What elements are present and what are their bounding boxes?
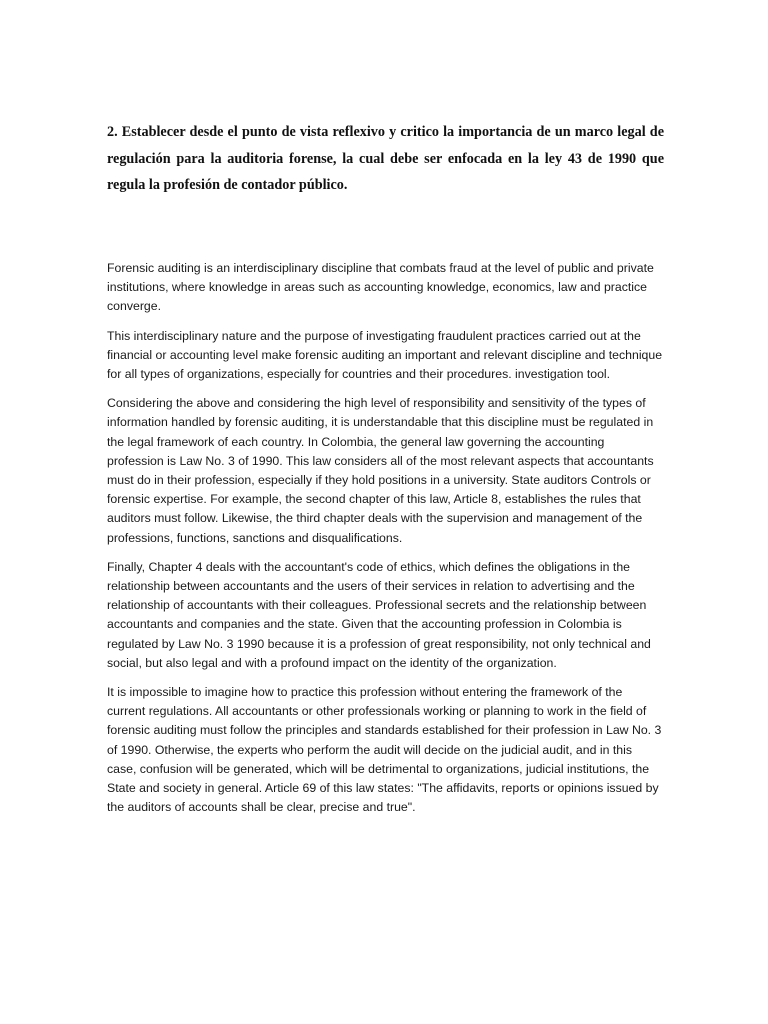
paragraph-5: It is impossible to imagine how to practice this profession without entering the framework of the current regulations. All accountants or other professionals working or planning to work in the field of forensic auditing must follow the principles and standards established for their profession in Law No. 3 of 1990. Otherwise, the experts who perform the audit will decide on the judicial audit, and in this case, confusion will be generated, which will be detrimental to organizations, judicial institutions, the State and society in general. Article 69 of this law states: "The affidavits, reports or opinions issued by the auditors of accounts shall be clear, precise and true". <box>107 685 662 815</box>
question-heading: 2. Establecer desde el punto de vista reflexivo y critico la importancia de un marco legal de regulación para la auditoria forense, la cual debe ser enfocada en la ley 43 de 1990 que regula la profesión de contador público. <box>107 124 664 193</box>
paragraph-2: This interdisciplinary nature and the purpose of investigating fraudulent practices carried out at the financial or accounting level make forensic auditing an important and relevant discipline and technique for all types of organizations, especially for countries and their procedures. investigation tool. <box>107 328 663 382</box>
paragraph-1: Forensic auditing is an interdisciplinary discipline that combats fraud at the level of public and private institutions, where knowledge in areas such as accounting knowledge, economics, law and practice converge. <box>107 261 654 314</box>
paragraph-4: Finally, Chapter 4 deals with the accountant's code of ethics, which defines the obligations in the relationship between accountants and the users of their services in relation to advertising and the relationship of accountants with their colleagues. Professional secrets and the relationship between accountants and companies and the state. Given that the accounting profession in Colombia is regulated by Law No. 3 1990 because it is a profession of great responsibility, not only technical and social, but also legal and with a profound impact on the identity of the organization. <box>107 559 651 670</box>
paragraph-3: Considering the above and considering the high level of responsibility and sensitivity of the types of information handled by forensic auditing, it is understandable that this discipline must be regulated in the legal framework of each country. In Colombia, the general law governing the accounting profession is Law No. 3 of 1990. This law considers all of the most relevant aspects that accountants must do in their profession, especially if they hold positions in a university. State auditors Controls or forensic expertise. For example, the second chapter of this law, Article 8, establishes the rules that auditors must follow. Likewise, the third chapter deals with the supervision and management of the professions, functions, sanctions and disqualifications. <box>107 396 654 545</box>
answer-body <box>107 259 663 827</box>
